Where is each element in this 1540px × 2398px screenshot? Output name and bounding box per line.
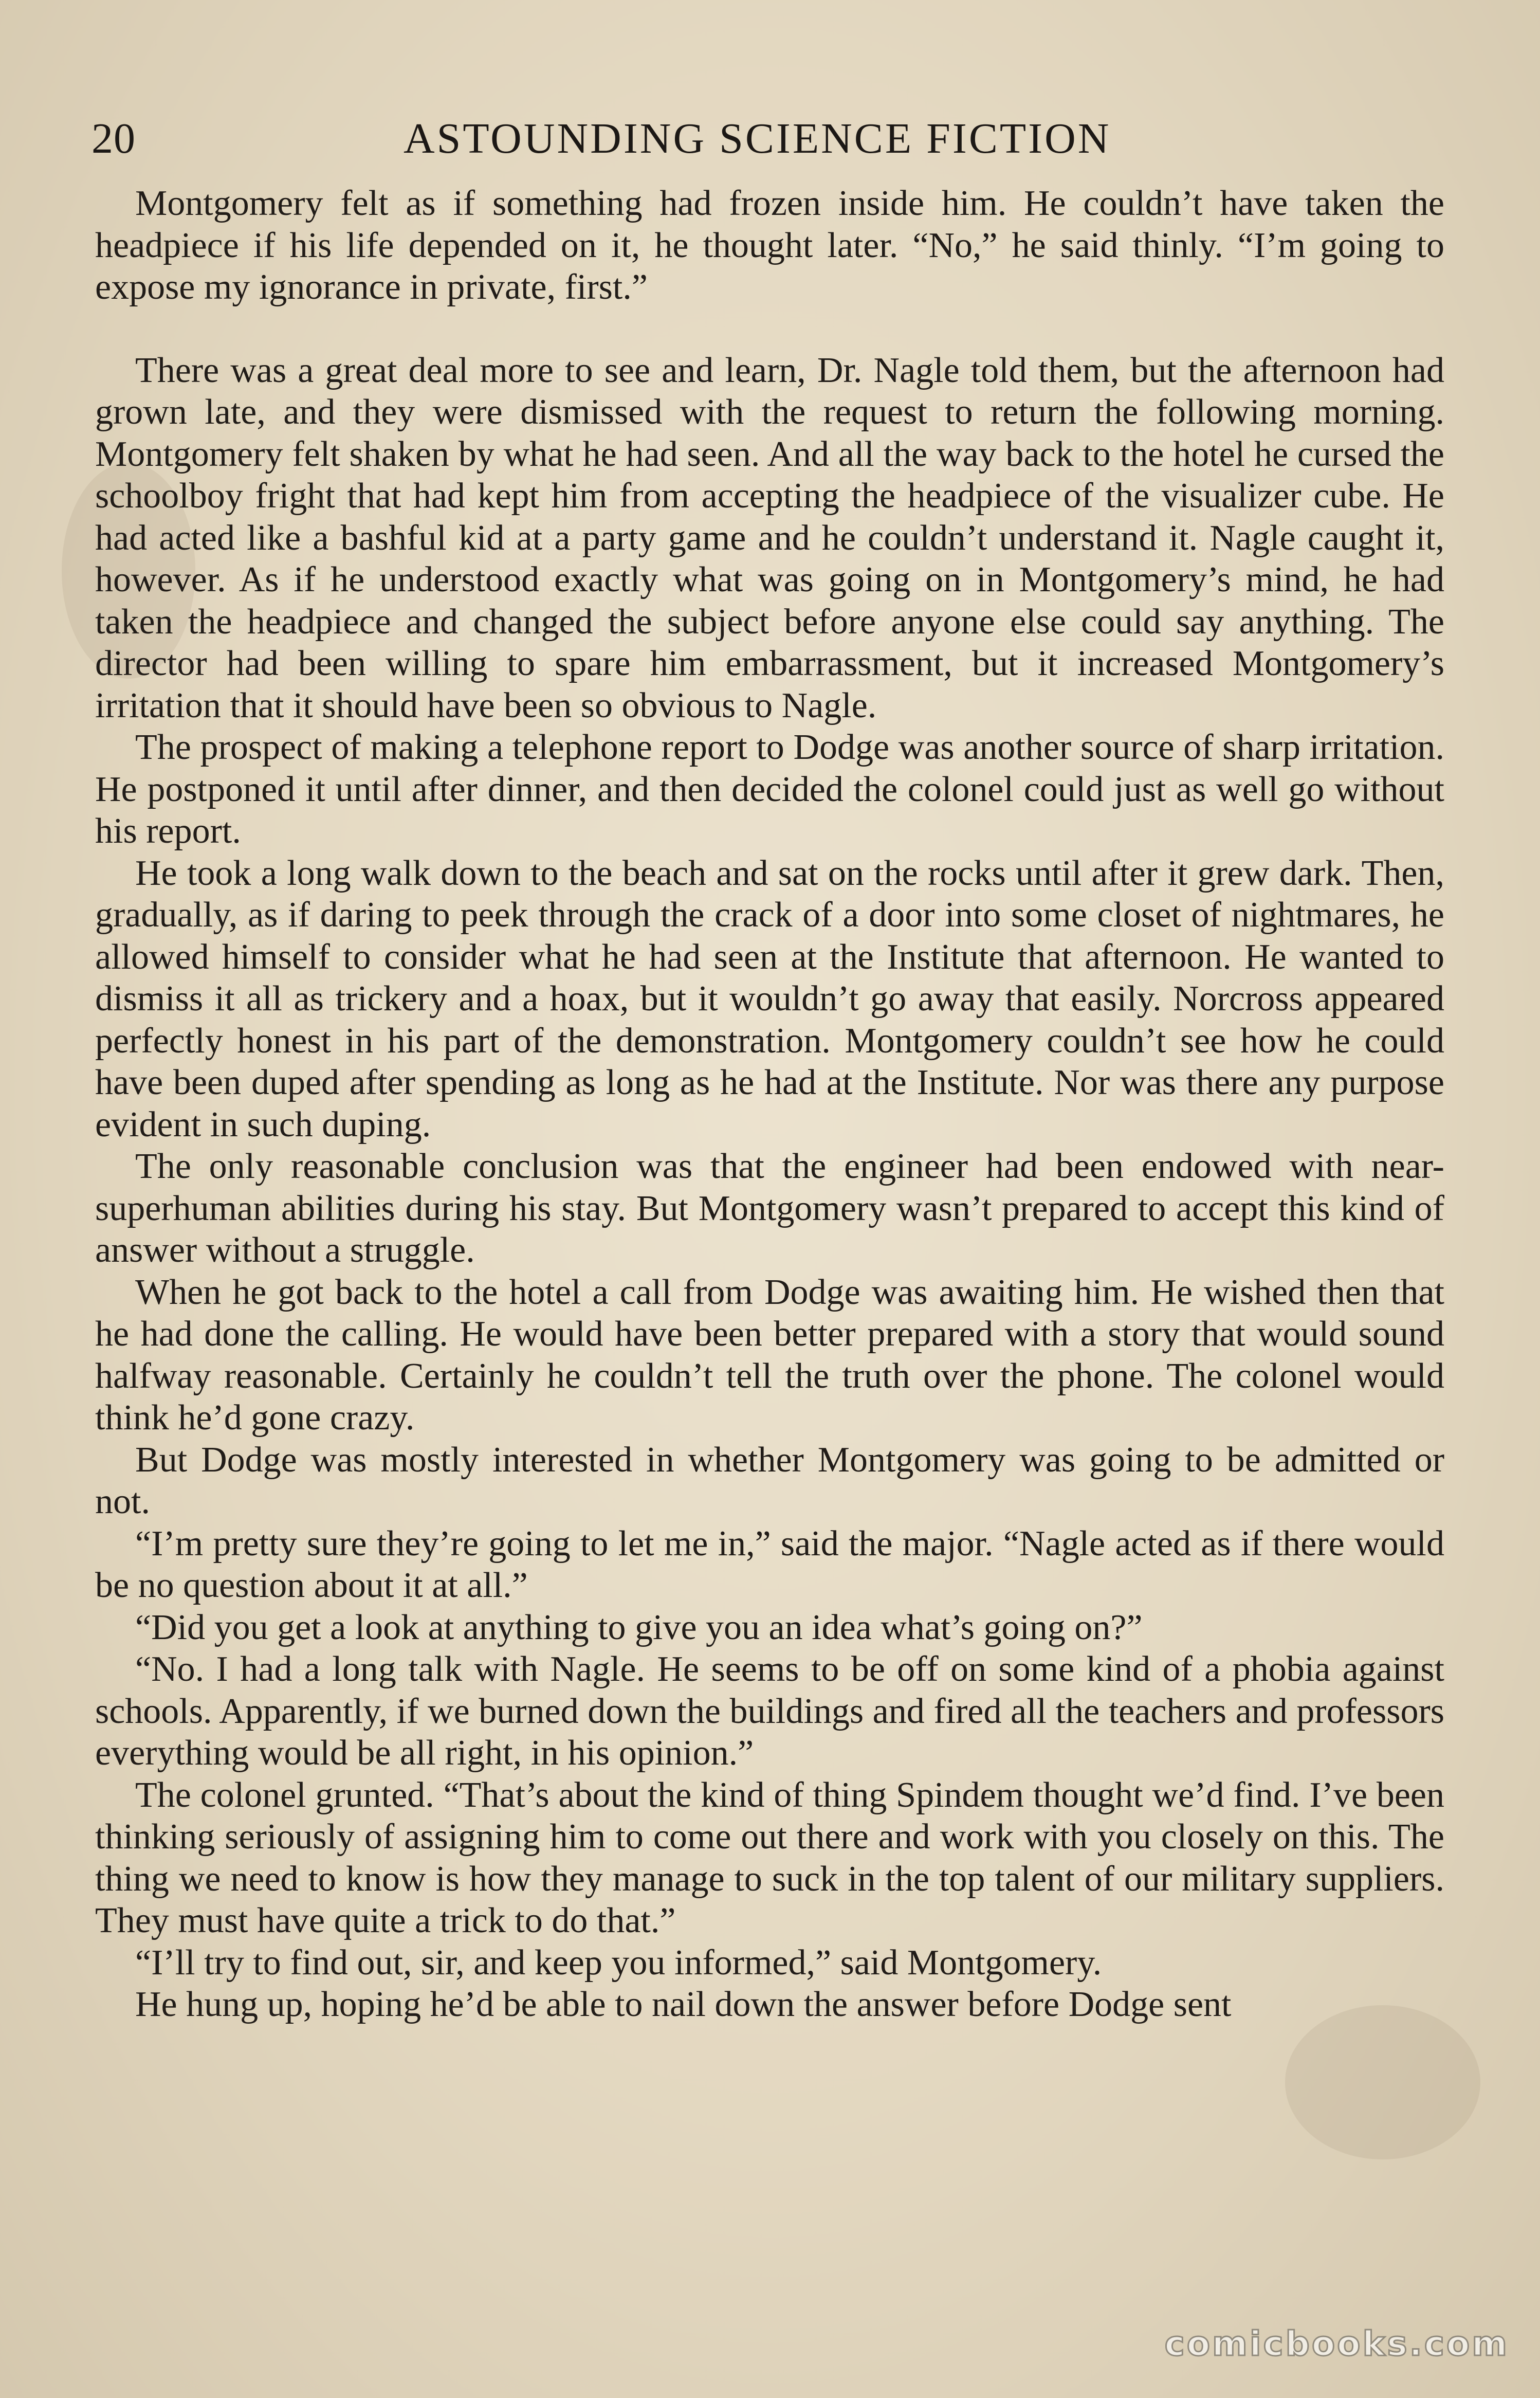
paragraph: When he got back to the hotel a call from Dodge was awaiting him. He wished then that he had done the calling. He would have been better prepared with a story that would sound halfway reasonable. Certainly he couldn’t tell the truth over the phone. The colonel would think he’d gone crazy. <box>95 1272 1444 1438</box>
paragraph: “Did you get a look at anything to give you an idea what’s going on?” <box>135 1607 1143 1647</box>
paragraph: The prospect of making a telephone report to Dodge was another source of sharp irritation. He postponed it until after dinner, and then decided the colonel could just as well go without his report. <box>95 728 1444 851</box>
paragraph: The colonel grunted. “That’s about the kind of thing Spindem thought we’d find. I’ve been thinking seriously of assigning him to come out there and work with you closely on this. The thing we need to know is how they manage to suck in the top talent of our military suppliers. They must have quite a trick to do that.” <box>95 1775 1444 1940</box>
page-header <box>0 111 1540 167</box>
paragraph: The only reasonable conclusion was that the engineer had been endowed with near-superhuman abilities during his stay. But Montgomery wasn’t prepared to accept this kind of answer without a struggle. <box>95 1147 1444 1270</box>
paragraph: There was a great deal more to see and learn, Dr. Nagle told them, but the afternoon had grown late, and they were dismissed with the request to return the following morning. Montgomery felt shaken by what he had seen. And all the way back to the hotel he cursed the schoolboy fright that had kept him from accepting the headpiece of the visualizer cube. He had acted like a bashful kid at a party game and he couldn’t understand it. Nagle caught it, however. As if he understood exactly what was going on in Montgomery’s mind, he had taken the headpiece and changed the subject before anyone else could say anything. The director had been willing to spare him embarrassment, but it increased Montgomery’s irritation that it should have been so obvious to Nagle. <box>95 350 1444 725</box>
paper-stain <box>1285 2005 1480 2159</box>
page-number: 20 <box>91 115 136 162</box>
paragraph: “I’ll try to find out, sir, and keep you informed,” said Montgomery. <box>135 1942 1102 1983</box>
paragraph: He hung up, hoping he’d be able to nail down the answer before Dodge sent <box>135 1985 1232 2024</box>
paragraph: He took a long walk down to the beach and sat on the rocks until after it grew dark. Then, gradually, as if daring to peek through the crack of a door into some closet of nightmares, he allowed himself to consider what he had seen at the Institute that afternoon. He wanted to dismiss it all as trickery and a hoax, but it wouldn’t go away that easily. Norcross appeared perfectly honest in his part of the demonstration. Montgomery couldn’t see how he could have been duped after spending as long as he had at the Institute. Nor was there any purpose evident in such duping. <box>95 853 1444 1145</box>
paragraph: Montgomery felt as if something had frozen inside him. He couldn’t have taken the headpiece if his life depended on it, he thought later. “No,” he said thinly. “I’m going to expose my ignorance in private, first.” <box>95 184 1444 307</box>
running-title: ASTOUNDING SCIENCE FICTION <box>404 115 1111 162</box>
story-text <box>95 183 1444 2026</box>
paragraph: But Dodge was mostly interested in whether Montgomery was going to be admitted or not. <box>95 1440 1444 1521</box>
paragraph: “No. I had a long talk with Nagle. He seems to be off on some kind of a phobia against schools. Apparently, if we burned down the buildings and fired all the teachers and professors everything would be all right, in his opinion.” <box>95 1649 1444 1773</box>
paragraph: “I’m pretty sure they’re going to let me in,” said the major. “Nagle acted as if there would be no question about it at all.” <box>95 1523 1444 1605</box>
site-watermark: comicbooks.com <box>1164 2324 1509 2364</box>
